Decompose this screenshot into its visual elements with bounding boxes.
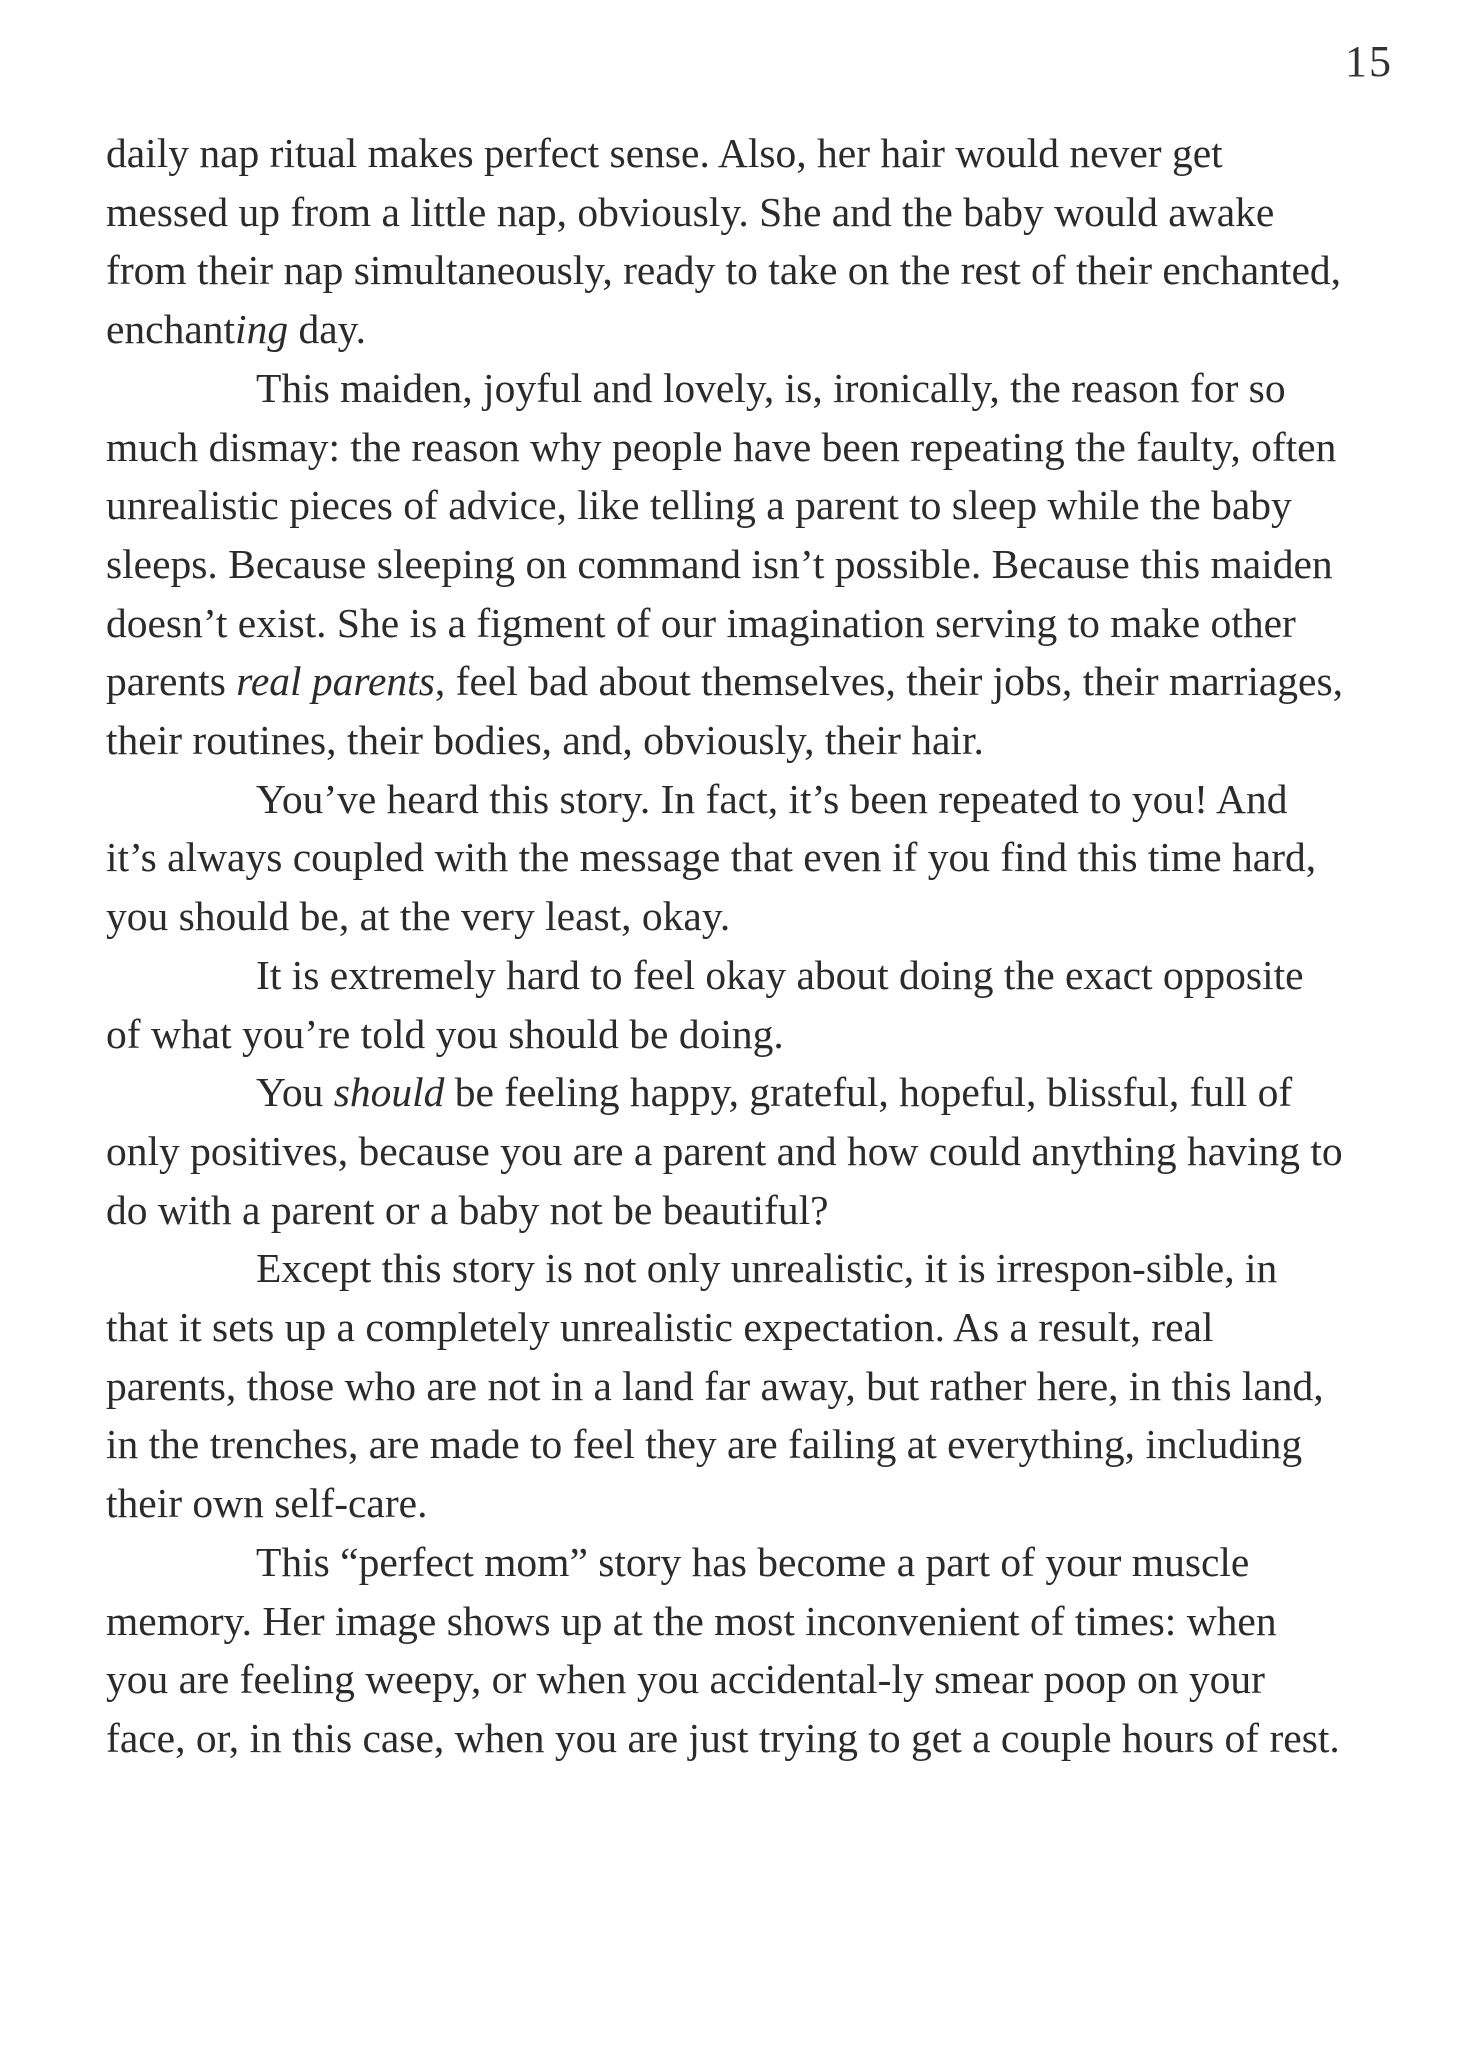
paragraph	[106, 359, 1346, 770]
text-run: You	[256, 1069, 334, 1116]
text-run: be feeling happy, grateful, hopeful, blissful, full of only positives, because you are a parent and how could anything having to do with a parent or a baby not be beautiful?	[106, 1069, 1343, 1233]
paragraph	[106, 946, 1346, 1063]
text-run: , feel bad about themselves, their jobs, their marriages, their routines, their bodies, and, obviously, their hair.	[106, 658, 1343, 764]
text-run: This “perfect mom” story has become a part of your muscle memory. Her image shows up at the most inconvenient of times: when you are feeling weepy, or when you accidental-ly smear poop on your face, or, in this case, when you are just trying to get a couple hours of rest.	[106, 1538, 1340, 1761]
text-run: daily nap ritual makes perfect sense. Also, her hair would never get messed up from a little nap, obviously. She and the baby would awake from their nap simultaneously, ready to take on the rest of their enchanted, enchant	[106, 130, 1341, 353]
paragraph	[106, 1239, 1346, 1533]
italic-text-run: should	[333, 1069, 445, 1116]
paragraph	[106, 770, 1346, 946]
paragraph	[106, 1063, 1346, 1239]
body-text	[106, 124, 1346, 1768]
page-number: 15	[1345, 37, 1393, 86]
text-run: day.	[288, 306, 367, 353]
italic-text-run: ing	[235, 306, 289, 353]
text-run: You’ve heard this story. In fact, it’s been repeated to you! And it’s always coupled with the message that even if you find this time hard, you should be, at the very least, okay.	[106, 775, 1317, 940]
text-run: It is extremely hard to feel okay about doing the exact opposite of what you’re told you should be doing.	[106, 951, 1304, 1057]
text-run: Except this story is not only unrealistic, it is irrespon-sible, in that it sets up a completely unrealistic expectation. As a result, real parents, those who are not in a land far away, but rather here, in this land, in the trenches, are made to feel they are failing at everything, including their own self-care.	[106, 1245, 1324, 1527]
paragraph	[106, 1533, 1346, 1768]
italic-text-run: real parents	[236, 658, 435, 705]
text-run: This maiden, joyful and lovely, is, ironically, the reason for so much dismay: the reason why people have been repeating the faulty, often unrealistic pieces of advice, like telling a parent to sleep while the baby sleeps. Because sleeping on command isn’t possible. Because this maiden doesn’t exist. She is a figment of our imagination serving to make other parents	[106, 364, 1337, 705]
paragraph	[106, 124, 1346, 359]
